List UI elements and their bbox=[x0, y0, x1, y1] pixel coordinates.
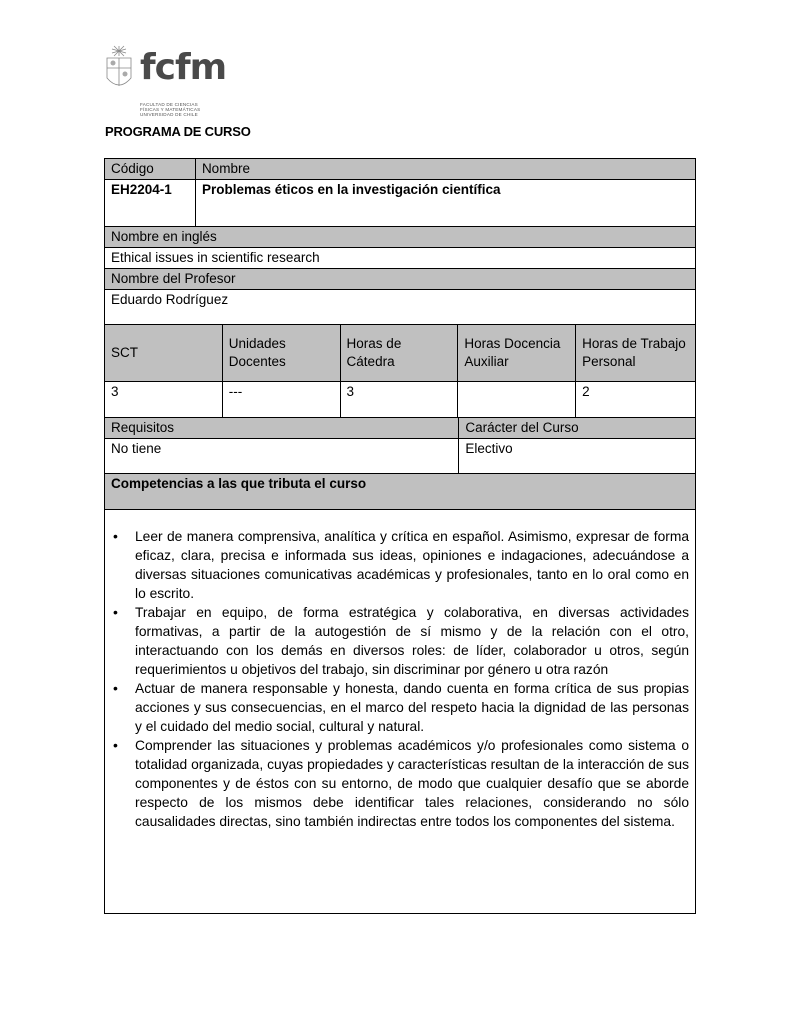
logo-subtitle-line: FACULTAD DE CIENCIAS bbox=[140, 102, 198, 107]
name-label: Nombre bbox=[195, 159, 695, 180]
hours-value-lecture: 3 bbox=[340, 382, 458, 418]
requirements-label: Requisitos bbox=[105, 418, 459, 439]
hours-value-auxiliary bbox=[458, 382, 576, 418]
hours-value-sct: 3 bbox=[105, 382, 223, 418]
logo-subtitle-line: UNIVERSIDAD DE CHILE bbox=[140, 112, 198, 117]
character-value: Electivo bbox=[459, 439, 696, 474]
document-heading: PROGRAMA DE CURSO bbox=[105, 124, 251, 139]
hours-header-personal: Horas de Trabajo Personal bbox=[576, 325, 696, 382]
professor-name: Eduardo Rodríguez bbox=[105, 290, 696, 329]
hours-value-personal: 2 bbox=[576, 382, 696, 418]
logo-subtitle-line: FÍSICAS Y MATEMÁTICAS bbox=[140, 107, 201, 112]
competency-item: • Comprender las situaciones y problemas académicos y/o profesionales como sistema o totalidad organizada, cuyas propiedades y características resultan de la interacción de sus componentes y de éstos con su entorno, de modo que cualquier desafío que se aborde respecto de los mismos debe identificar tales relaciones, considerando no sólo causalidades directas, sino también indirectas entre todos los componentes del sistema. bbox=[135, 736, 689, 831]
competencies-box bbox=[104, 509, 696, 914]
competencies-list bbox=[105, 509, 695, 831]
english-name: Ethical issues in scientific research bbox=[105, 248, 696, 269]
hours-value-units: --- bbox=[222, 382, 340, 418]
logo-wordmark: fcfm bbox=[140, 47, 227, 88]
requirements-table bbox=[104, 417, 696, 510]
character-label: Carácter del Curso bbox=[459, 418, 696, 439]
hours-header-sct: SCT bbox=[105, 325, 223, 382]
competency-item: • Actuar de manera responsable y honesta, dando cuenta en forma crítica de sus propias acciones y sus consecuencias, en el marco del respeto hacia la dignidad de las personas y el cuidado del medio social, cultural y natural. bbox=[135, 679, 689, 736]
hours-header-auxiliary: Horas Docencia Auxiliar bbox=[458, 325, 576, 382]
competency-item: • Trabajar en equipo, de forma estratégica y colaborativa, en diversas actividades formativas, a partir de la autogestión de sí mismo y de la relación con el otro, interactuando con los demás en diversos roles: de líder, colaborador u otros, según requerimientos u objetivos del trabajo, sin discriminar por género u otra razón bbox=[135, 603, 689, 679]
hours-header-lecture: Horas de Cátedra bbox=[340, 325, 458, 382]
faculty-logo bbox=[104, 44, 227, 124]
logo-subtitle bbox=[140, 102, 224, 117]
english-name-label: Nombre en inglés bbox=[105, 227, 696, 248]
course-code: EH2204-1 bbox=[105, 180, 196, 227]
competency-item: • Leer de manera comprensiva, analítica y crítica en español. Asimismo, expresar de forma eficaz, clara, precisa e informada sus ideas, opiniones e indagaciones, adecuándose a diversas situaciones comunicativas académicas y profesionales, tanto en lo oral como en lo escrito. bbox=[135, 527, 689, 603]
university-crest-icon bbox=[104, 44, 134, 96]
course-name: Problemas éticos en la investigación científica bbox=[195, 180, 695, 227]
requirements-value: No tiene bbox=[105, 439, 459, 474]
code-label: Código bbox=[105, 159, 196, 180]
competencies-label: Competencias a las que tributa el curso bbox=[105, 474, 696, 510]
hours-header-units: Unidades Docentes bbox=[222, 325, 340, 382]
course-info-table bbox=[104, 158, 696, 329]
hours-table bbox=[104, 324, 696, 418]
professor-label: Nombre del Profesor bbox=[105, 269, 696, 290]
